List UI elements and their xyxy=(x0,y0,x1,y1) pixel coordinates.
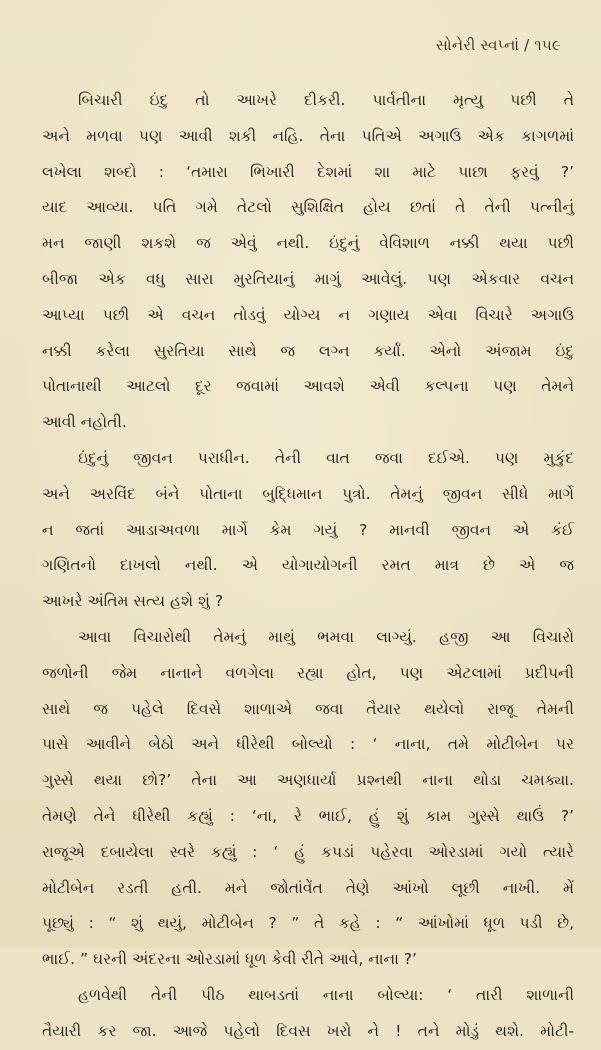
text-line: આખરે અંતિમ સત્ય હશે શું ? xyxy=(42,592,224,611)
text-line: સાથે જ પહેલે દિવસે શાળાએ જવા તૈયાર થયેલો રાજૂ તેમની xyxy=(42,699,574,718)
text-line: પોતાનાથી આટલો દૂર જવામાં આવશે એવી કલ્પના પણ તેમને xyxy=(42,377,574,396)
text-line: હળવેથી તેની પીઠ થાબડતાં નાના બોલ્યા: ‘ તારી શાળાની xyxy=(78,985,574,1004)
text-line: આવા વિચારોથી તેમનું માથું ભમવા લાગ્યું. હજી આ વિચારો xyxy=(78,627,574,646)
text-line: જળોની જેમ નાનાને વળગેલા રહ્યા હોત, પણ એટલામાં પ્રદીપની xyxy=(42,663,574,682)
text-line: ગુસ્સે થયા છો?’ તેના આ અણધાર્યા પ્રશ્નથી નાના થોડા ચમક્યા. xyxy=(42,771,574,790)
text-line: મન જાણી શકશે જ એવું નથી. ઇંદુનું વેવિશાળ નક્કી થયા પછી xyxy=(42,234,574,253)
text-line: રાજૂએ દબાયેલા સ્વરે કહ્યું : ‘ હું કપડાં પહેરવા ઓરડામાં ગયો ત્યારે xyxy=(42,842,574,861)
text-line: ગણિતનો દાખલો નથી. એ યોગાયોગની રમત માત્ર છે એ જ xyxy=(42,556,574,575)
text-line: લખેલા શબ્દો : ‘તમારા ભિખારી દેશમાં શા માટે પાછા ફરવું ?’ xyxy=(42,162,574,181)
text-line: ન જતાં આડાઅવળા માર્ગે કેમ ગયું ? માનવી જીવન એ કંઈ xyxy=(42,520,574,539)
text-line: અને મળવા પણ આવી શકી નહિ. તેના પતિએ અગાઉ એક કાગળમાં xyxy=(42,126,574,145)
body-text xyxy=(42,83,574,1050)
text-line: બિચારી ઇંદુ તો આખરે દીકરી. પાર્વતીના મૃત્યુ પછી તે xyxy=(78,91,574,109)
text-line: ઇંદુનું જીવન પરાધીન. તેની વાત જવા દઈએ. પણ મુકુંદ xyxy=(78,448,574,467)
text-line: પાસે આવીને બેઠો અને ધીરેથી બોલ્યો : ‘ નાના, તમે મોટીબેન પર xyxy=(42,735,574,754)
text-line: નક્કી કરેલા સુરતિયા સાથે જ લગ્ન કર્યાં. એનો અંજામ ઇંદુ xyxy=(42,341,574,360)
text-line: મોટીબેન રડતી હતી. મને જોતાંવેંત તેણે આંખો લૂછી નાખી. મેં xyxy=(42,878,574,897)
text-line: આપ્યા પછી એ વચન તોડવું યોગ્ય ન ગણાય એવા વિચારે અગાઉ xyxy=(42,305,574,324)
text-line: અને અરવિંદ બંને પોતાના બુદ્ધિમાન પુત્રો. તેમનું જીવન સીધે માર્ગે xyxy=(42,484,574,503)
text-line: તેમણે તેને ધીરેથી કહ્યું : ‘ના, રે ભાઈ, હું શું કામ ગુસ્સે થાઉં ?’ xyxy=(42,806,574,825)
text-line: પૂછ્યું : “ શું થયું, મોટીબેન ? ” તે કહે : “ આંખોમાં ધૂળ પડી છે, xyxy=(42,914,574,933)
running-header: સોનેરી સ્વપ્નાં / ૧૫૯ xyxy=(435,36,561,54)
text-line: આવી નહોતી. xyxy=(42,413,127,432)
text-line: તૈયારી કર જા. આજે પહેલો દિવસ ખરો ને ! તને મોડું થશે. મોટી- xyxy=(42,1021,574,1040)
text-line: યાદ આવ્યા. પતિ ગમે તેટલો સુશિક્ષિત હોય છતાં તે તેની પત્નીનું xyxy=(42,198,574,217)
text-line: ભાઈ. ” ઘરની અંદરના ઓરડામાં ધૂળ કેવી રીતે આવે, નાના ?’ xyxy=(42,950,417,969)
text-line: બીજા એક વધુ સારા મુરતિયાનું માગું આવેલું. પણ એકવાર વચન xyxy=(42,269,574,288)
